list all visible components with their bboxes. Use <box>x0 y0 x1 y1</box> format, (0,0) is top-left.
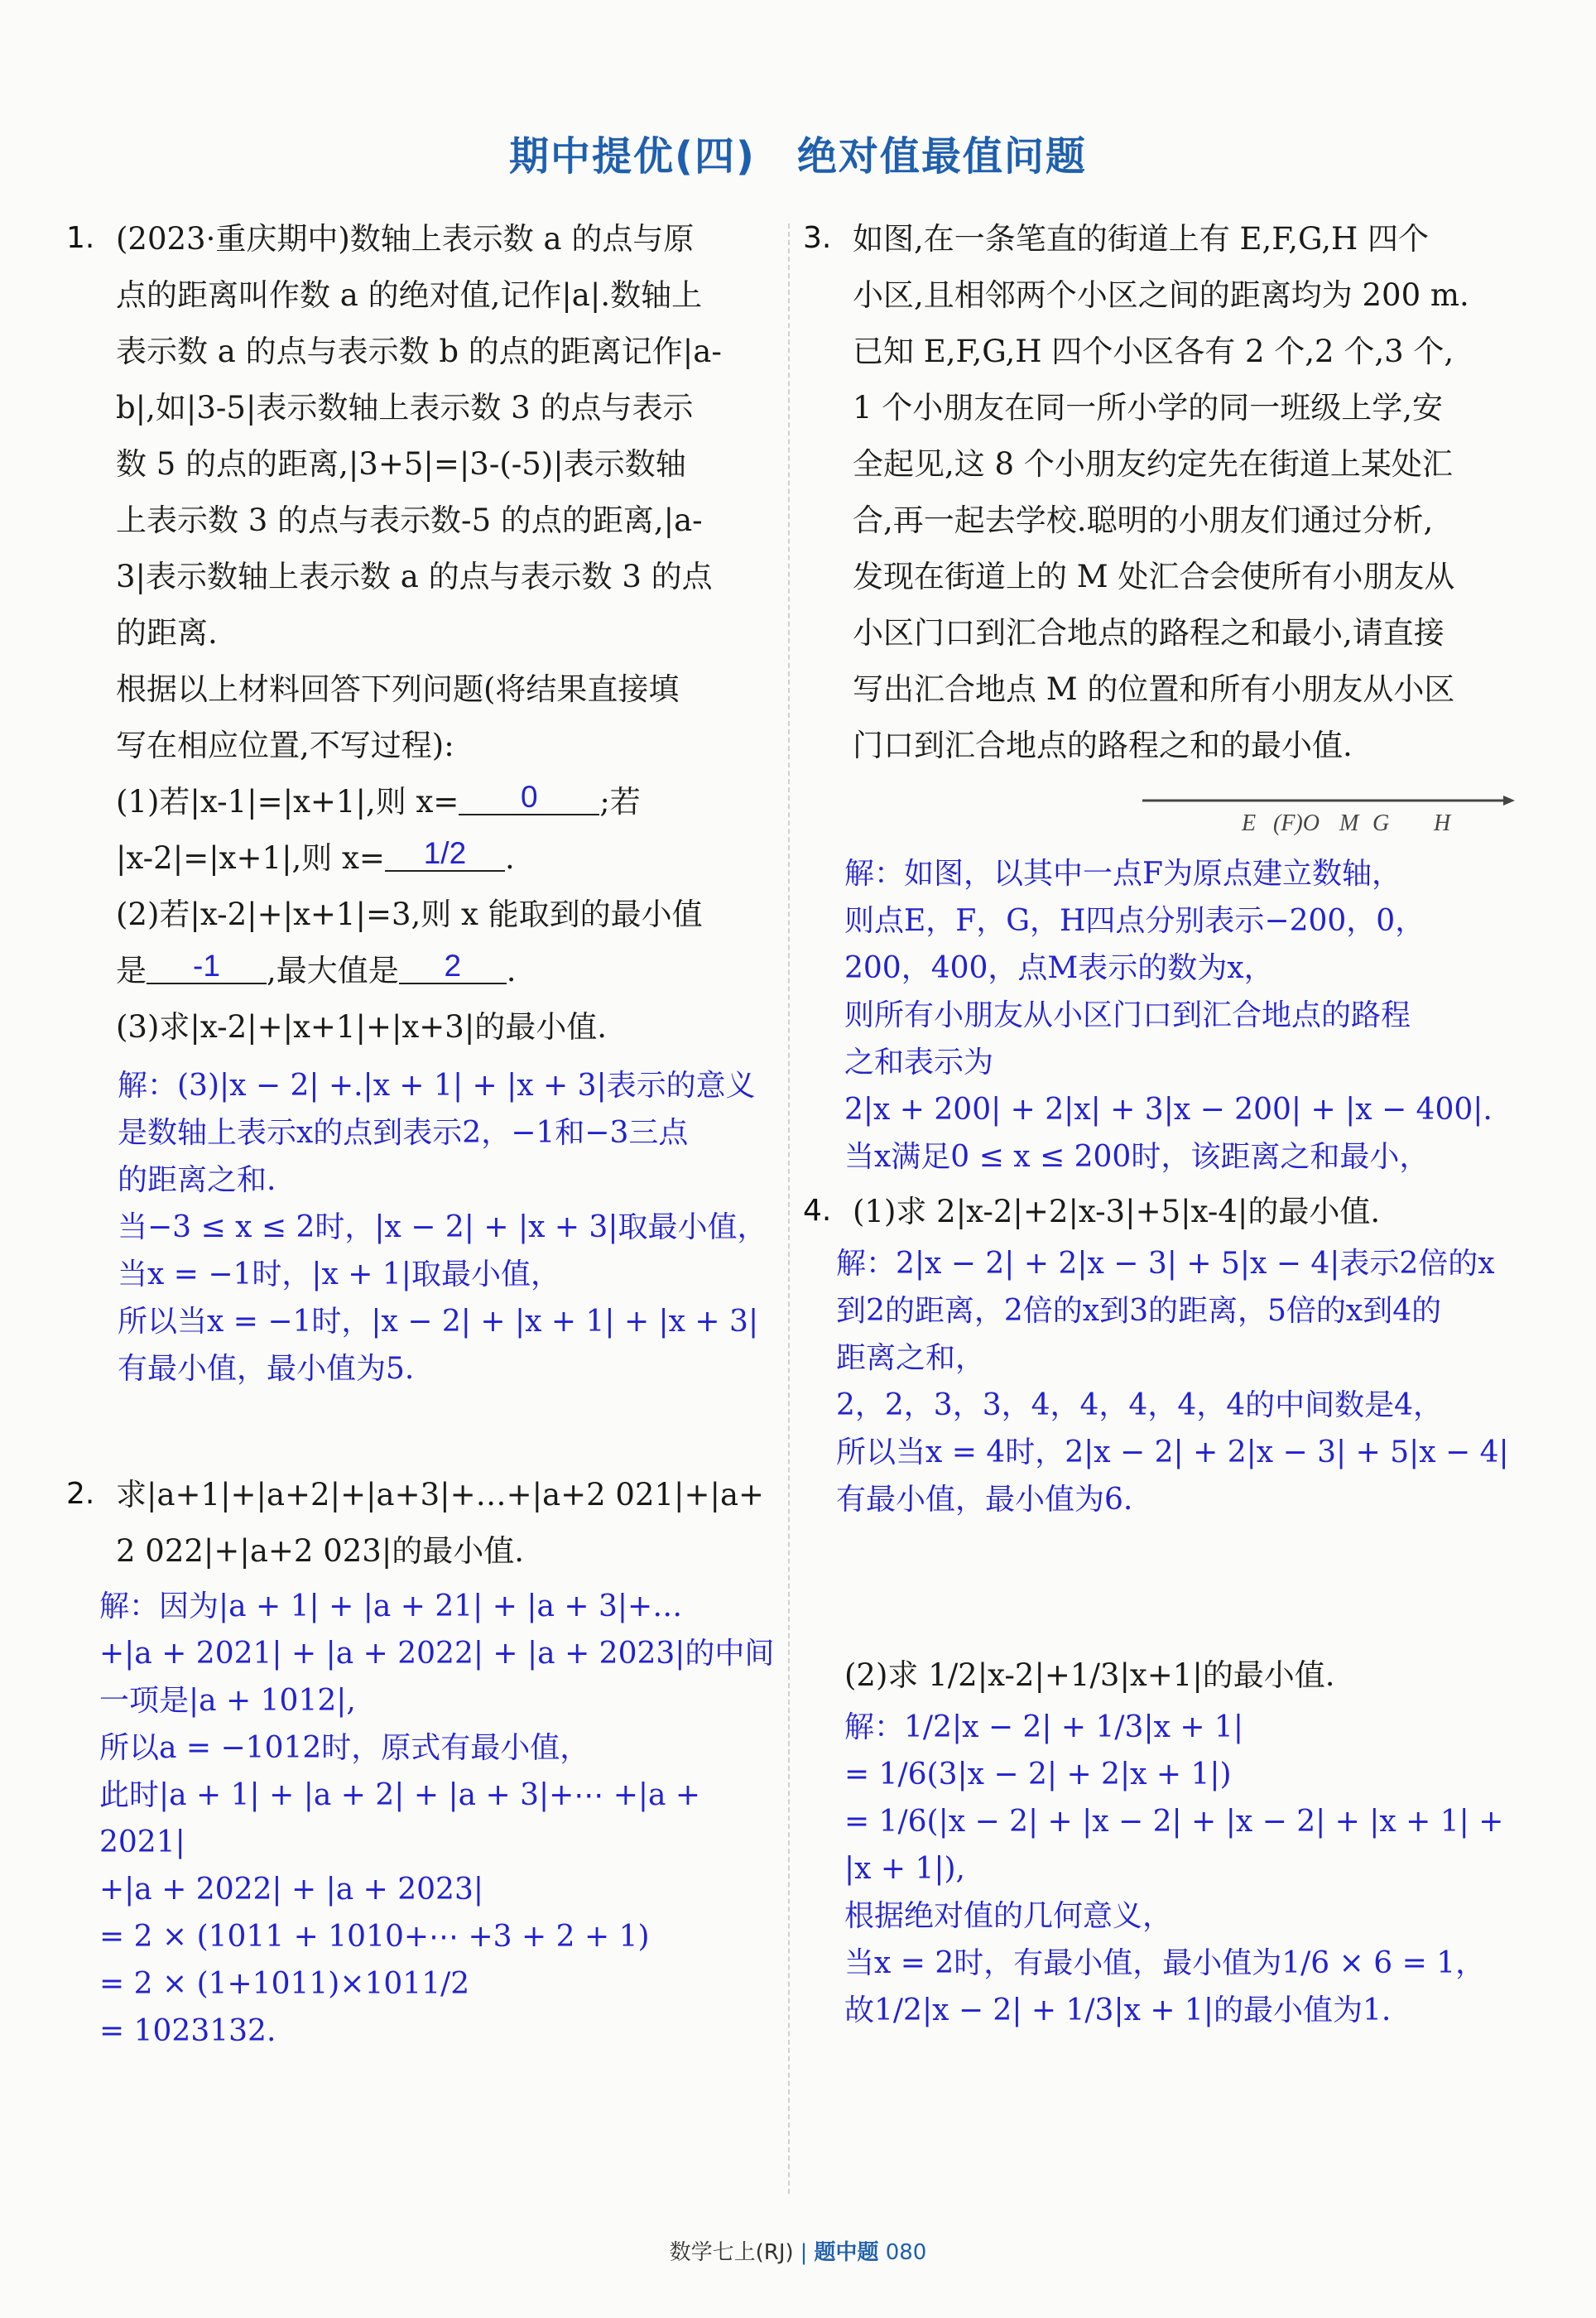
q1-line: 写在相应位置,不写过程): <box>116 728 454 763</box>
question-4 <box>803 1184 1515 2034</box>
label-FO: (F)O <box>1273 810 1320 836</box>
left-column <box>66 211 778 2055</box>
solution-line: = 1023132. <box>99 2014 276 2048</box>
question-2-number: 2. <box>66 1477 95 1511</box>
q3-line: 如图,在一条笔直的街道上有 E,F,G,H 四个 <box>853 221 1429 257</box>
label-M: M <box>1339 810 1359 836</box>
q2-line: 求|a+1|+|a+2|+|a+3|+…+|a+2 021|+|a+ <box>116 1477 765 1512</box>
street-number-line <box>1142 789 1515 839</box>
question-1 <box>66 211 778 1392</box>
answer-blank-2[interactable]: 1/2 <box>385 837 505 872</box>
q1-line: 表示数 a 的点与表示数 b 的点的距离记作|a- <box>116 334 722 369</box>
q3-line: 小区门口到汇合地点的路程之和最小,请直接 <box>853 615 1445 651</box>
q1-part-1-text: ;若 <box>599 784 641 820</box>
solution-line: 2，2，3，3，4，4，4，4，4的中间数是4， <box>836 1388 1444 1422</box>
solution-line: 当−3 ≤ x ≤ 2时，|x − 2| + |x + 3|取最小值， <box>118 1210 767 1244</box>
q3-line: 门口到汇合地点的路程之和的最小值. <box>853 728 1353 763</box>
solution-line: 当x = 2时，有最小值，最小值为1/6 × 6 = 1， <box>844 1946 1486 1980</box>
q1-part-1-text: |x-2|=|x+1|,则 x= <box>116 840 385 876</box>
solution-line: 则所有小朋友从小区门口到汇合地点的路程 <box>844 998 1411 1032</box>
q1-part-1-text: . <box>504 840 515 876</box>
q1-part-1 <box>116 774 778 830</box>
q1-part-1b <box>116 830 778 887</box>
q3-line: 写出汇合地点 M 的位置和所有小朋友从小区 <box>853 671 1455 707</box>
solution-line: = 1/6(3|x − 2| + 2|x + 1|) <box>844 1758 1232 1791</box>
q3-line: 合,再一起去学校.聪明的小朋友们通过分析, <box>853 503 1434 538</box>
solution-line: 所以当x = −1时，|x − 2| + |x + 1| + |x + 3| <box>118 1305 759 1339</box>
q2-line: 2 022|+|a+2 023|的最小值. <box>116 1533 525 1569</box>
solution-line: 解：(3)|x − 2| +.|x + 1| + |x + 3|表示的意义 <box>118 1069 756 1103</box>
solution-line: 有最小值，最小值为6. <box>836 1483 1133 1517</box>
solution-line: = 2 × (1+1011)×1011/2 <box>99 1967 470 2001</box>
q1-part-2-text: . <box>506 953 517 988</box>
solution-line: 2|x + 200| + 2|x| + 3|x − 200| + |x − 400|. <box>844 1093 1493 1127</box>
page-footer <box>0 2235 1596 2266</box>
footer-section: 题中题 <box>814 2240 879 2265</box>
solution-line: 一项是|a + 1012|, <box>99 1684 356 1718</box>
solution-line: 的距离之和. <box>118 1163 276 1197</box>
solution-line: 解：1/2|x − 2| + 1/3|x + 1| <box>844 1710 1243 1744</box>
solution-line: 200，400，点M表示的数为x， <box>844 951 1274 985</box>
question-1-number: 1. <box>66 221 95 255</box>
solution-line: 距离之和， <box>836 1341 986 1375</box>
question-3 <box>803 211 1515 1181</box>
answer-blank-1[interactable]: 0 <box>459 781 599 815</box>
solution-line: 当x = −1时，|x + 1|取最小值， <box>118 1258 560 1291</box>
q3-solution <box>803 850 1515 1181</box>
solution-line: 故1/2|x − 2| + 1/3|x + 1|的最小值为1. <box>844 1993 1392 2027</box>
solution-line: 当x满足0 ≤ x ≤ 200时，该距离之和最小， <box>844 1140 1430 1174</box>
q3-line: 1 个小朋友在同一所小学的同一班级上学,安 <box>853 390 1444 426</box>
q2-solution <box>66 1583 778 2055</box>
footer-subject: 数学七上(RJ) <box>669 2240 794 2265</box>
solution-line: 是数轴上表示x的点到表示2，−1和−3三点 <box>118 1116 689 1150</box>
q1-part-2-text: 是 <box>116 953 147 988</box>
footer-separator: | <box>800 2240 808 2265</box>
question-2 <box>66 1467 778 2055</box>
solution-line: 到2的距离，2倍的x到3的距离，5倍的x到4的 <box>836 1294 1442 1328</box>
q4-part-1: (1)求 2|x-2|+2|x-3|+5|x-4|的最小值. <box>853 1194 1381 1229</box>
q1-line: 根据以上材料回答下列问题(将结果直接填 <box>116 671 680 707</box>
question-3-number: 3. <box>803 221 832 255</box>
page-number: 080 <box>885 2240 927 2265</box>
label-G: G <box>1372 810 1390 836</box>
solution-line: 有最小值，最小值为5. <box>118 1352 415 1386</box>
q1-part-1-text: (1)若|x-1|=|x+1|,则 x= <box>116 784 459 820</box>
solution-line: 之和表示为 <box>844 1046 994 1080</box>
solution-line: +|a + 2021| + |a + 2022| + |a + 2023|的中间 <box>99 1637 775 1671</box>
q1-line: 3|表示数轴上表示数 a 的点与表示数 3 的点 <box>116 559 713 594</box>
page-title: 期中提优(四) 绝对值最值问题 <box>509 133 1087 180</box>
answer-blank-max[interactable]: 2 <box>399 950 507 984</box>
q4-part-2-solution <box>803 1704 1515 2034</box>
column-divider <box>788 224 790 2194</box>
solution-line: 解：如图，以其中一点F为原点建立数轴， <box>844 857 1401 891</box>
q3-line: 小区,且相邻两个小区之间的距离均为 200 m. <box>853 277 1469 313</box>
solution-line: 则点E，F，G，H四点分别表示−200，0， <box>844 904 1425 938</box>
q1-part-3: (3)求|x-2|+|x+1|+|x+3|的最小值. <box>116 1009 608 1045</box>
q3-line: 已知 E,F,G,H 四个小区各有 2 个,2 个,3 个, <box>853 334 1454 369</box>
solution-line: 解：因为|a + 1| + |a + 21| + |a + 3|+… <box>99 1589 683 1623</box>
solution-line: 所以当x = 4时，2|x − 2| + 2|x − 3| + 5|x − 4| <box>836 1436 1509 1469</box>
question-4-number: 4. <box>803 1194 832 1228</box>
q1-solution <box>66 1062 778 1392</box>
solution-line: 根据绝对值的几何意义， <box>844 1899 1173 1933</box>
solution-line: = 1/6(|x − 2| + |x − 2| + |x − 2| + |x + 1| + |x + 1|), <box>844 1805 1504 1886</box>
right-column <box>803 211 1515 2034</box>
q1-line: 数 5 的点的距离,|3+5|=|3-(-5)|表示数轴 <box>116 446 686 482</box>
answer-blank-min[interactable]: -1 <box>147 950 267 984</box>
label-E: E <box>1242 810 1257 836</box>
q4-part-1-solution <box>803 1240 1515 1523</box>
label-H: H <box>1434 810 1451 836</box>
solution-line: 此时|a + 1| + |a + 2| + |a + 3|+⋯ +|a + 2021| <box>99 1778 701 1859</box>
q1-line: 的距离. <box>116 615 218 651</box>
q1-line: (2023·重庆期中)数轴上表示数 a 的点与原 <box>116 221 695 257</box>
q3-line: 发现在街道上的 M 处汇合会使所有小朋友从 <box>853 559 1455 594</box>
q1-line: b|,如|3-5|表示数轴上表示数 3 的点与表示 <box>116 390 694 426</box>
q1-part-2: (2)若|x-2|+|x+1|=3,则 x 能取到的最小值 <box>116 897 703 932</box>
q1-part-2b <box>116 943 778 999</box>
solution-line: = 2 × (1011 + 1010+⋯ +3 + 2 + 1) <box>99 1920 650 1954</box>
q1-line: 点的距离叫作数 a 的绝对值,记作|a|.数轴上 <box>116 277 703 313</box>
q1-part-2-text: ,最大值是 <box>267 953 399 988</box>
solution-line: +|a + 2022| + |a + 2023| <box>99 1873 483 1907</box>
q1-line: 上表示数 3 的点与表示数-5 的点的距离,|a- <box>116 503 703 538</box>
solution-line: 解：2|x − 2| + 2|x − 3| + 5|x − 4|表示2倍的x <box>836 1247 1495 1281</box>
q3-line: 全起见,这 8 个小朋友约定先在街道上某处汇 <box>853 446 1453 482</box>
number-line-arrow <box>1503 796 1515 806</box>
solution-line: 所以a = −1012时，原式有最小值， <box>99 1731 590 1765</box>
q4-part-2: (2)求 1/2|x-2|+1/3|x+1|的最小值. <box>844 1657 1335 1693</box>
